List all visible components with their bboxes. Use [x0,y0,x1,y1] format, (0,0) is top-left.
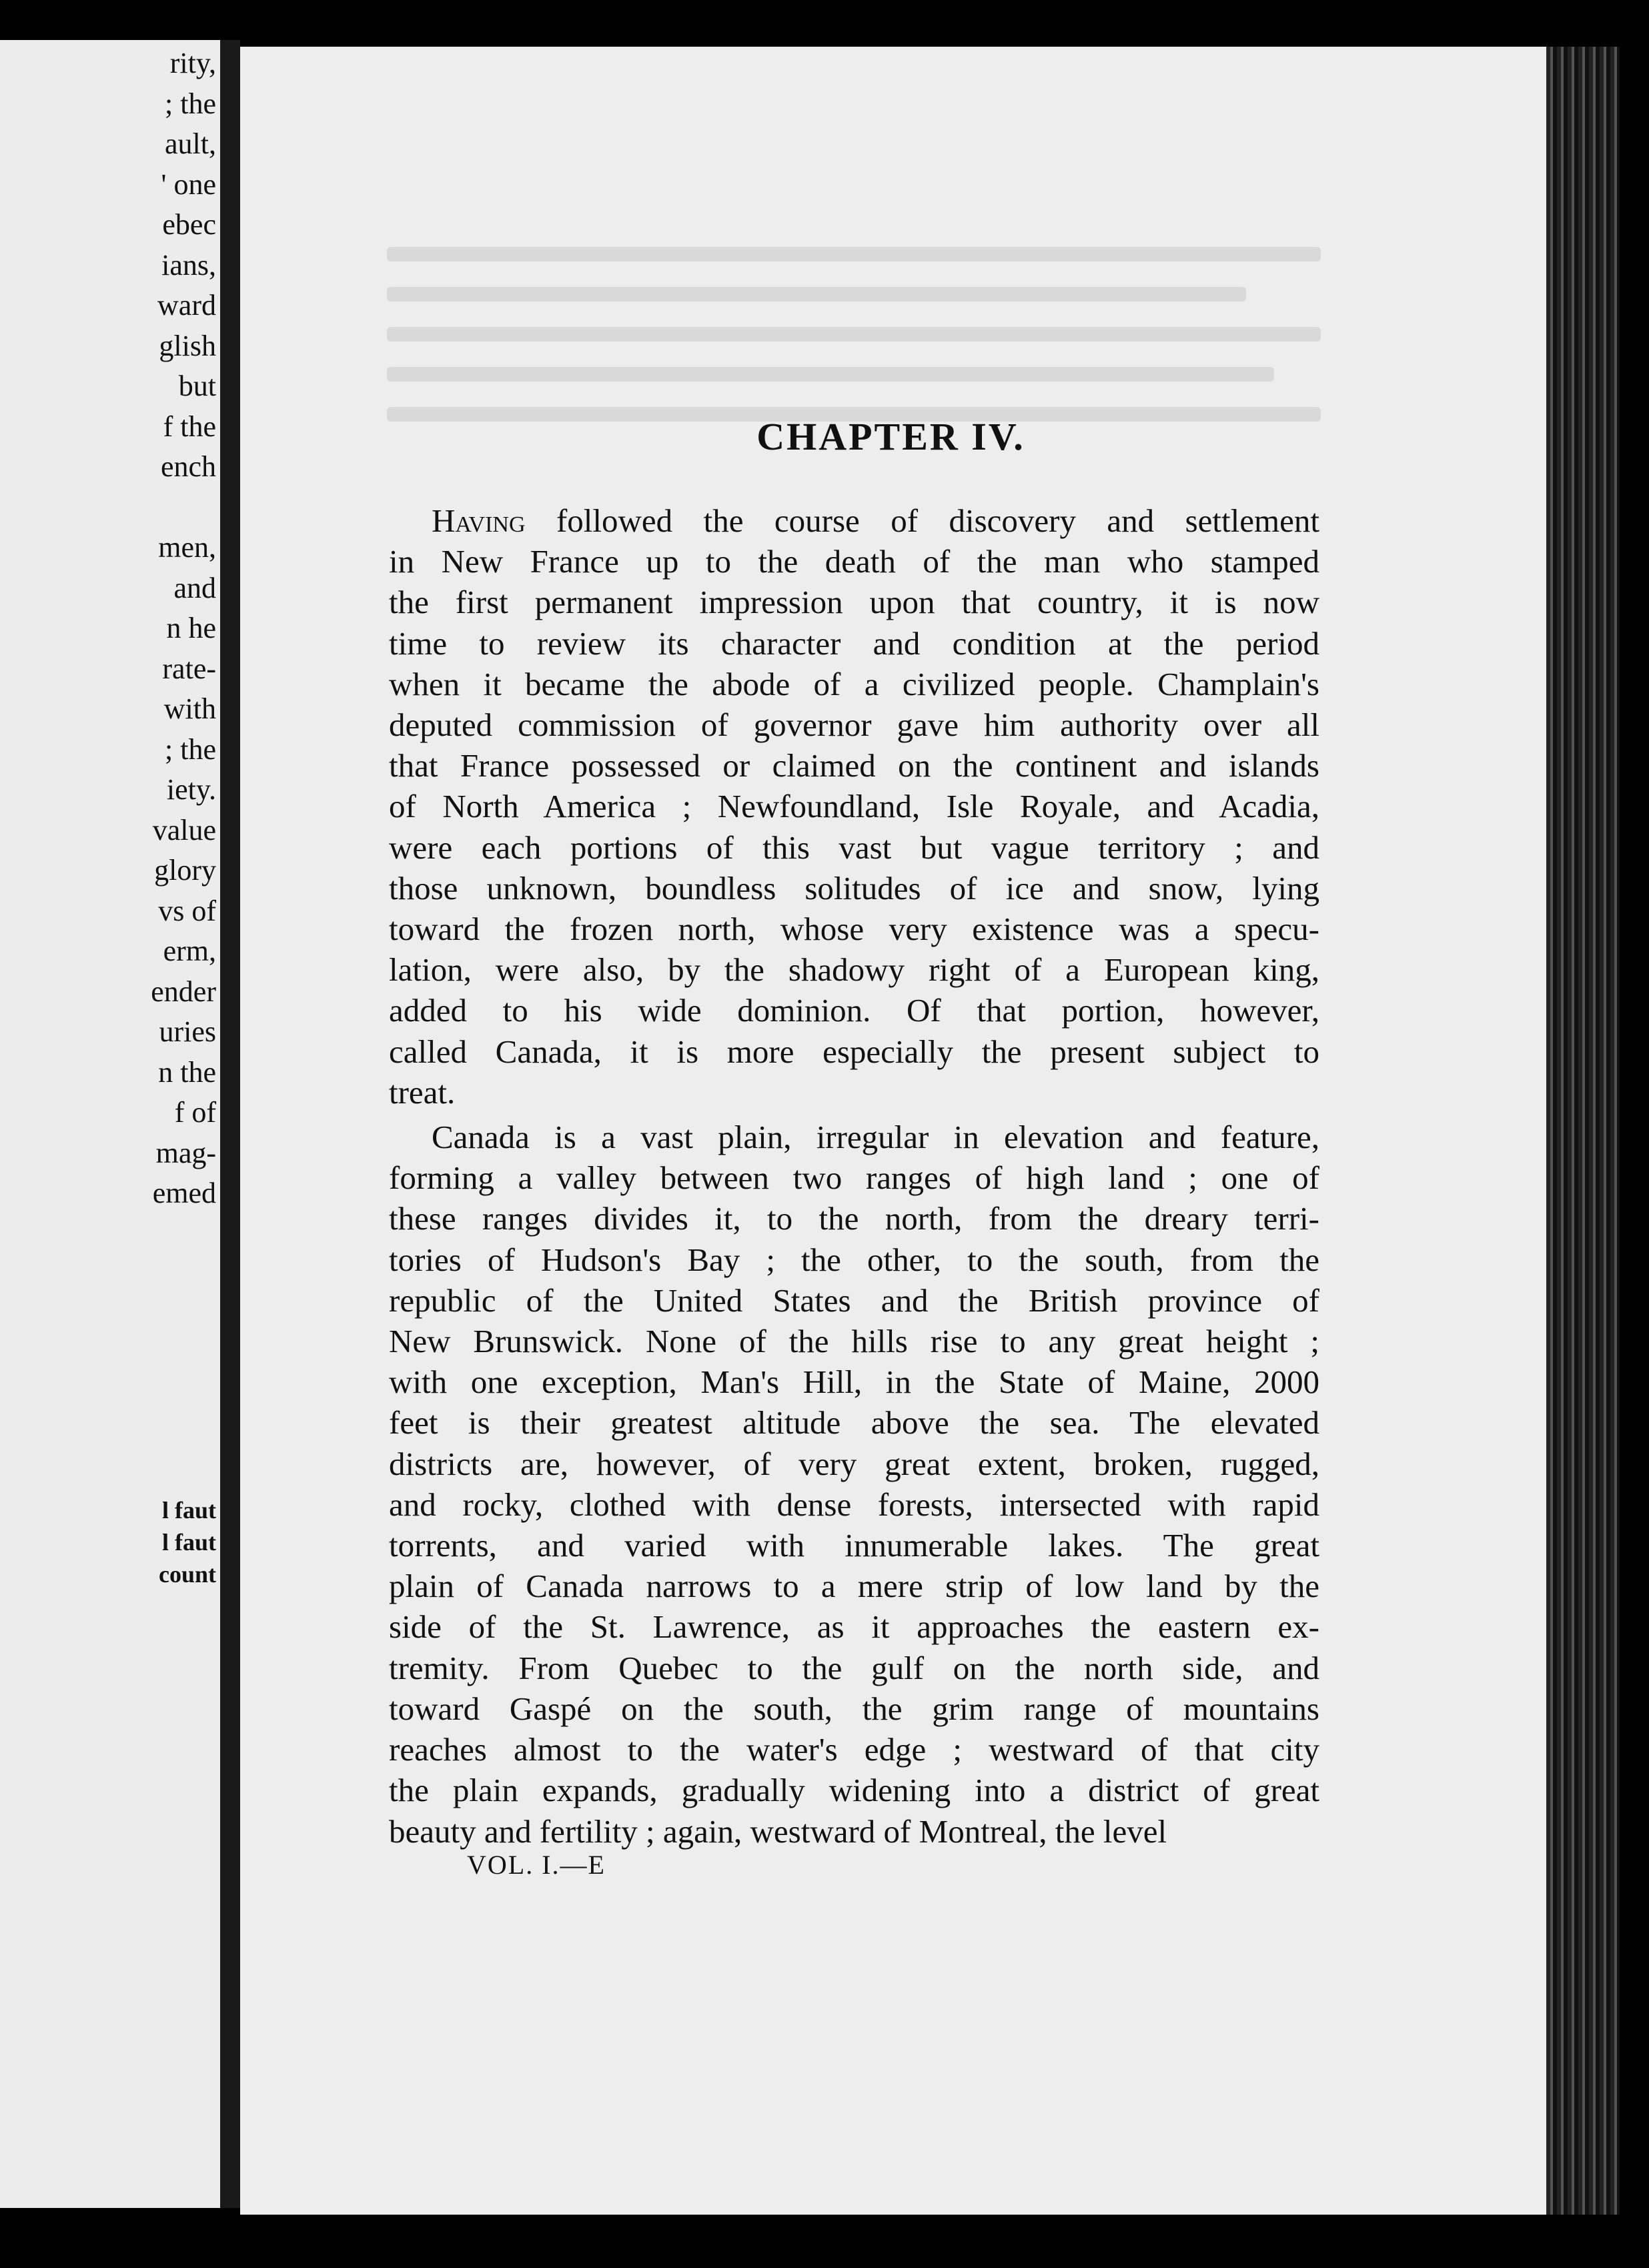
text-line: were each portions of this vast but vague territory ; and [389,828,1319,866]
text-line: the first permanent impression upon that country, it is now [389,584,1319,621]
text-line: the plain expands, gradually widening into a district of great [389,1772,1319,1809]
left-page-line-fragment: vs of [158,894,216,927]
text-line [389,500,1319,541]
text-line: toward the frozen north, whose very existence was a specu- [389,911,1319,948]
left-page-line-fragment: ward [157,289,216,322]
text-line: called Canada, it is more especially the present subject to [389,1033,1319,1070]
text-line: those unknown, boundless solitudes of ice and snow, lying [389,869,1319,907]
text-line: deputed commission of governor gave him authority over all [389,706,1319,744]
text-line: tories of Hudson's Bay ; the other, to the south, from the [389,1241,1319,1278]
text-line: added to his wide dominion. Of that portion, however, [389,992,1319,1029]
text-line: time to review its character and condition at the period [389,624,1319,662]
left-page-line-fragment: erm, [163,935,216,967]
text-line: toward Gaspé on the south, the grim range of mountains [389,1690,1319,1727]
left-page-line-fragment: value [152,813,216,846]
text-line: these ranges divides it, to the north, from the dreary terri- [389,1200,1319,1237]
text-line: tremity. From Quebec to the gulf on the north side, and [389,1649,1319,1686]
left-page-line-fragment: rity, [169,47,216,79]
left-page-line-fragment: mag- [155,1136,216,1169]
left-page-line-fragment: glory [154,854,216,887]
text-line: in New France up to the death of the man who stamped [389,543,1319,580]
left-page-line-fragment: but [178,370,216,402]
left-page-line-fragment: iety. [166,773,216,806]
book-gutter [220,40,240,2208]
text-line: beauty and fertility ; again, westward of Montreal, the level [389,1812,1167,1850]
left-page-line-fragment: ench [160,450,216,483]
text-line: republic of the United States and the British province of [389,1281,1319,1319]
left-facing-page [0,40,220,2208]
text-line-rest: followed the course of discovery and settlement [525,502,1319,539]
chapter-title: CHAPTER IV. [756,415,1025,458]
opening-word: Having [432,502,526,539]
text-line: when it became the abode of a civilized people. Champlain's [389,665,1319,702]
text-line: and rocky, clothed with dense forests, intersected with rapid [389,1486,1319,1523]
left-page-line-fragment: and [173,571,216,604]
text-line: forming a valley between two ranges of high land ; one of [389,1159,1319,1197]
text-line: reaches almost to the water's edge ; westward of that city [389,1731,1319,1768]
left-page-line-fragment: n the [158,1055,216,1089]
paragraph [389,500,1319,1113]
text-line: side of the St. Lawrence, as it approaches the eastern ex- [389,1608,1319,1646]
left-page-footnote-fragment: count [158,1561,216,1588]
left-page-line-fragment: emed [152,1177,216,1209]
paragraph [389,1117,1319,1852]
left-page-line-fragment: ault, [165,127,216,160]
left-page-line-fragment: ians, [161,248,216,281]
page-stack-edge [1546,47,1620,2215]
left-page-line-fragment: ender [151,975,216,1008]
left-page-footnote-fragment: l faut [162,1529,216,1556]
text-line: Canada is a vast plain, irregular in elevation and feature, [432,1119,1319,1156]
printer-signature: VOL. I.—E [467,1850,606,1880]
left-page-line-fragment: glish [159,329,216,362]
left-page-line-fragment: ' one [161,167,216,201]
text-line: New Brunswick. None of the hills rise to any great height ; [389,1323,1319,1360]
left-page-line-fragment: rate- [162,652,216,685]
left-page-line-fragment: f of [174,1096,216,1129]
text-line: feet is their greatest altitude above the sea. The elevated [389,1404,1319,1442]
text-line: lation, were also, by the shadowy right of a European king, [389,951,1319,989]
left-page-line-fragment: with [163,692,216,725]
text-line: that France possessed or claimed on the continent and islands [389,747,1319,784]
text-line: plain of Canada narrows to a mere strip of low land by the [389,1568,1319,1605]
text-line: districts are, however, of very great extent, broken, rugged, [389,1445,1319,1482]
left-page-line-fragment: ; the [165,87,216,120]
left-page-footnote-fragment: l faut [162,1497,216,1524]
left-page-line-fragment: ; the [165,732,216,766]
text-line: with one exception, Man's Hill, in the State of Maine, 2000 [389,1363,1319,1401]
left-page-line-fragment: f the [163,410,216,443]
left-page-line-fragment: uries [159,1015,216,1048]
left-page-line-fragment: n he [166,612,216,644]
left-page-line-fragment: men, [158,531,216,564]
page-text [389,414,1319,1852]
text-line: of North America ; Newfoundland, Isle Royale, and Acadia, [389,788,1319,825]
left-page-line-fragment: ebec [162,208,216,241]
text-line: torrents, and varied with innumerable lakes. The great [389,1527,1319,1564]
body-paragraphs [389,500,1319,1852]
text-line: treat. [389,1073,456,1111]
